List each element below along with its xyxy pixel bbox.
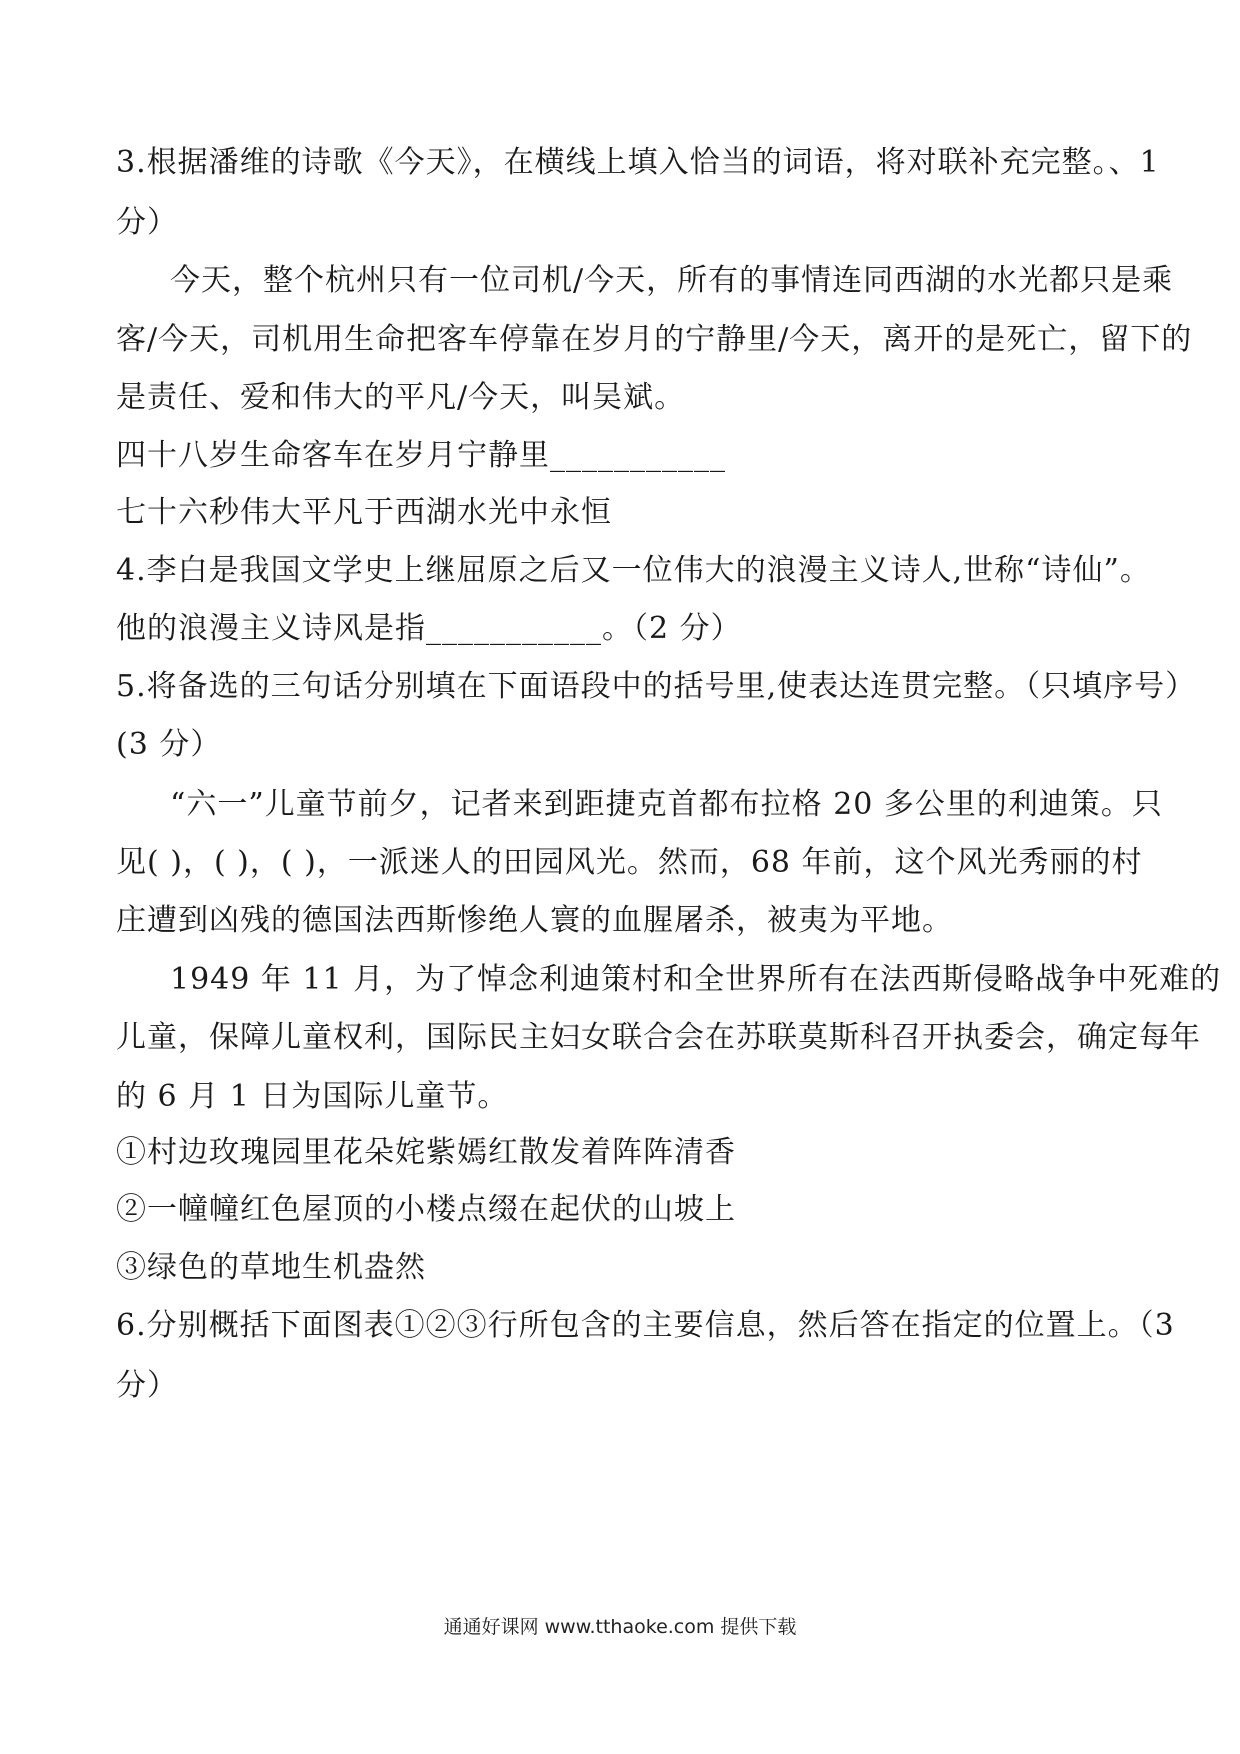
couplet-line-1: 四十八岁生命客车在岁月宁静里___________ (116, 438, 726, 473)
passage-paragraph-2-line-1: 1949 年 11 月，为了悼念利迪策村和全世界所有在法西斯侵略战争中死难的 (170, 962, 1222, 997)
question-6-line-2: 分） (116, 1368, 178, 1403)
passage-paragraph-1-line-3: 庄遭到凶残的德国法西斯惨绝人寰的血腥屠杀，被夷为平地。 (116, 903, 953, 938)
passage-paragraph-2-line-2: 儿童，保障儿童权利，国际民主妇女联合会在苏联莫斯科召开执委会，确定每年 (116, 1020, 1201, 1055)
poem-paragraph-line-2: 客/今天，司机用生命把客车停靠在岁月的宁静里/今天，离开的是死亡，留下的 (116, 322, 1193, 357)
passage-paragraph-2-line-3: 的 6 月 1 日为国际儿童节。 (116, 1079, 509, 1114)
passage-paragraph-1-line-1: “六一”儿童节前夕，记者来到距捷克首都布拉格 20 多公里的利迪策。只 (170, 787, 1163, 822)
question-3-line-1: 3.根据潘维的诗歌《今天》，在横线上填入恰当的词语，将对联补充完整。、1 (116, 145, 1160, 180)
question-6-line-1: 6.分别概括下面图表①②③行所包含的主要信息，然后答在指定的位置上。（3 (116, 1308, 1175, 1343)
option-1: ①村边玫瑰园里花朵姹紫嫣红散发着阵阵清香 (116, 1135, 736, 1170)
question-5-line-1: 5.将备选的三句话分别填在下面语段中的括号里,使表达连贯完整。（只填序号） (116, 669, 1197, 704)
question-3-line-2: 分） (116, 205, 178, 240)
poem-paragraph-line-1: 今天，整个杭州只有一位司机/今天，所有的事情连同西湖的水光都只是乘 (170, 263, 1174, 298)
question-5-line-2: (3 分） (116, 727, 222, 762)
poem-paragraph-line-3: 是责任、爱和伟大的平凡/今天，叫吴斌。 (116, 380, 686, 415)
option-3: ③绿色的草地生机盎然 (116, 1250, 426, 1285)
question-4-line-1: 4.李白是我国文学史上继屈原之后又一位伟大的浪漫主义诗人,世称“诗仙”。 (116, 553, 1151, 588)
option-2: ②一幢幢红色屋顶的小楼点缀在起伏的山坡上 (116, 1192, 736, 1227)
page-footer: 通通好课网 www.tthaoke.com 提供下载 (443, 1616, 797, 1638)
couplet-line-2: 七十六秒伟大平凡于西湖水光中永恒 (116, 495, 612, 530)
question-4-line-2: 他的浪漫主义诗风是指___________。（2 分） (116, 611, 742, 646)
passage-paragraph-1-line-2: 见( )，( )，( )，一派迷人的田园风光。然而，68 年前，这个风光秀丽的村 (116, 845, 1143, 880)
